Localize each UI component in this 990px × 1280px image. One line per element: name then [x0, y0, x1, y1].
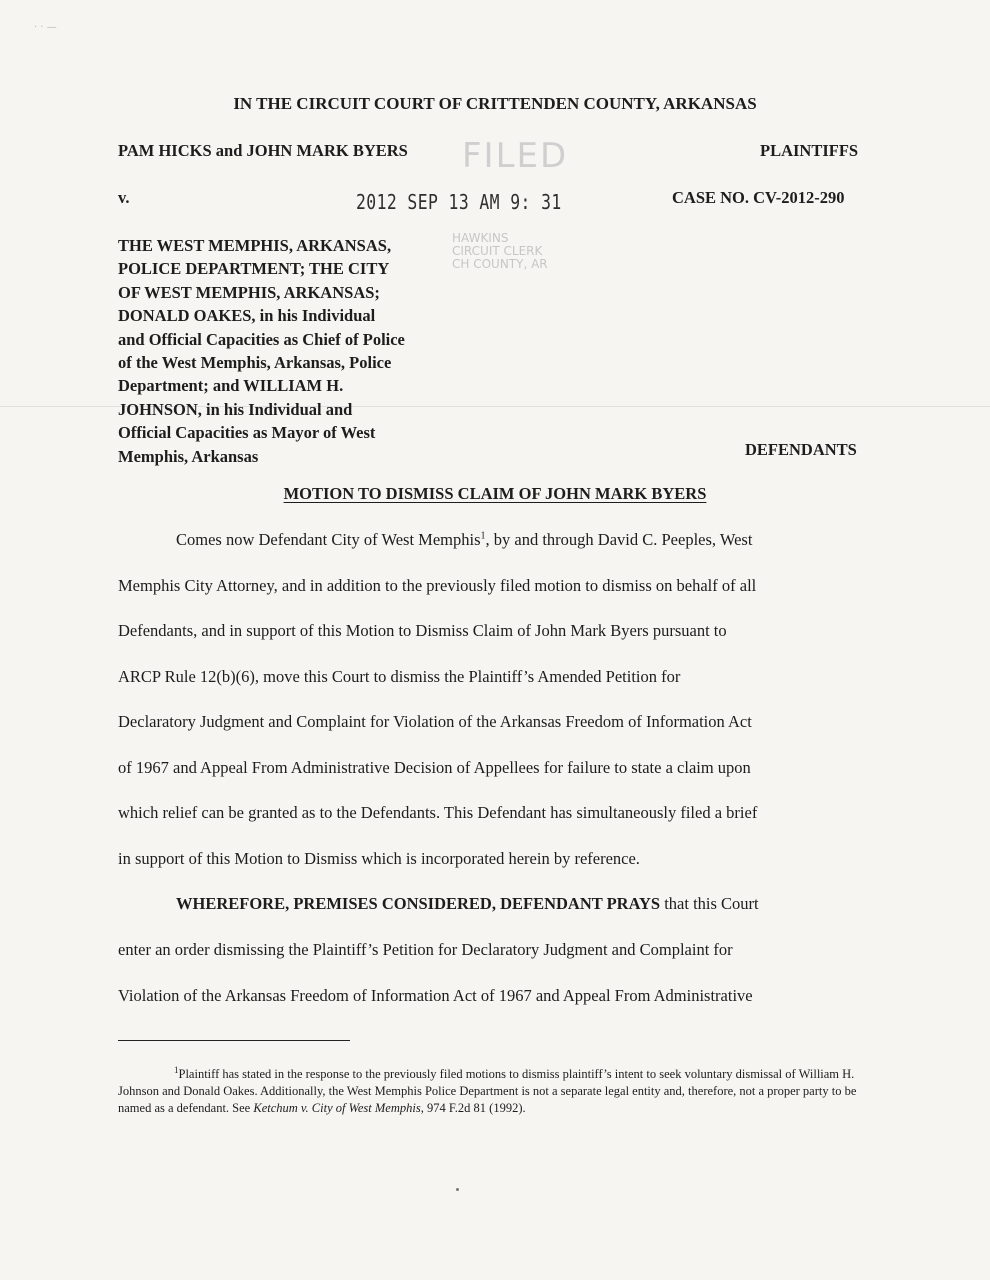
filed-stamp: FILED — [462, 136, 569, 176]
body-line: Memphis City Attorney, and in addition to the previously filed motion to dismiss on behalf of all — [118, 576, 757, 595]
case-citation-name: Ketchum v. City of West Memphis — [253, 1101, 421, 1116]
versus-label: v. — [118, 188, 130, 207]
plaintiffs-label: PLAINTIFFS — [760, 141, 859, 160]
footnote-separator — [118, 1040, 350, 1041]
defendants-line: of the West Memphis, Arkansas, Police — [118, 353, 392, 373]
defendants-line: Department; and WILLIAM H. — [118, 376, 344, 396]
defendants-line: DONALD OAKES, in his Individual — [118, 306, 376, 326]
body-line: enter an order dismissing the Plaintiff’s Petition for Declaratory Judgment and Complaint for — [118, 940, 733, 959]
case-number: CASE NO. CV-2012-290 — [672, 188, 845, 207]
wherefore-line: WHEREFORE, PREMISES CONSIDERED, DEFENDANT PRAYS that this Court — [176, 894, 759, 913]
defendants-line: JOHNSON, in his Individual and — [118, 399, 353, 419]
clerk-stamp: HAWKINS CIRCUIT CLERK CH COUNTY, AR — [452, 231, 548, 271]
footnote-reference: 1 — [480, 530, 486, 542]
defendants-line: POLICE DEPARTMENT; THE CITY — [118, 259, 390, 279]
body-line: Comes now Defendant City of West Memphis$^1$, by and through David C. Peeples, West — [176, 530, 753, 549]
scan-speck — [456, 1188, 459, 1191]
body-line: in support of this Motion to Dismiss which is incorporated herein by reference. — [118, 849, 640, 868]
footnote-number: 1 — [174, 1065, 179, 1075]
defendants-line: Official Capacities as Mayor of West — [118, 423, 376, 443]
defendants-label: DEFENDANTS — [745, 440, 857, 459]
defendants-line: OF WEST MEMPHIS, ARKANSAS; — [118, 282, 380, 302]
defendants-line: and Official Capacities as Chief of Police — [118, 329, 405, 349]
body-line: ARCP Rule 12(b)(6), move this Court to dismiss the Plaintiff’s Amended Petition for — [118, 667, 681, 686]
body-line: Defendants, and in support of this Motion to Dismiss Claim of John Mark Byers pursuant to — [118, 621, 727, 640]
body-line: Violation of the Arkansas Freedom of Information Act of 1967 and Appeal From Administrative — [118, 986, 753, 1005]
motion-title: MOTION TO DISMISS CLAIM OF JOHN MARK BYERS — [283, 484, 707, 503]
footnote: $^1$Plaintiff has stated in the response to the previously filed motions to dismiss plaintiff’s intent to seek voluntary dismissal of William H. Johnson and Donald Oakes. Additionally, the West Memphis Police Department is not a separate legal entity and, therefore, not a proper party to be named as a defendant. See Ketchum v. City of West Memphis, 974 F.2d 81 (1992). — [118, 1065, 857, 1116]
body-line: which relief can be granted as to the Defendants. This Defendant has simultaneously filed a brief — [118, 803, 758, 822]
defendants-line: Memphis, Arkansas — [118, 446, 259, 466]
wherefore-clause: WHEREFORE, PREMISES CONSIDERED, DEFENDANT PRAYS — [176, 894, 661, 913]
body-line: of 1967 and Appeal From Administrative Decision of Appellees for failure to state a claim upon — [118, 758, 751, 777]
court-title: IN THE CIRCUIT COURT OF CRITTENDEN COUNTY, ARKANSAS — [233, 94, 757, 113]
defendants-line: THE WEST MEMPHIS, ARKANSAS, — [118, 236, 392, 255]
defendants-block — [118, 234, 458, 468]
body-line: Declaratory Judgment and Complaint for Violation of the Arkansas Freedom of Information Act — [118, 712, 752, 731]
plaintiff-names: PAM HICKS and JOHN MARK BYERS — [118, 141, 408, 160]
filing-date-stamp: 2012 SEP 13 AM 9: 31 — [356, 190, 562, 214]
scan-artifact: · · — — [34, 22, 57, 33]
